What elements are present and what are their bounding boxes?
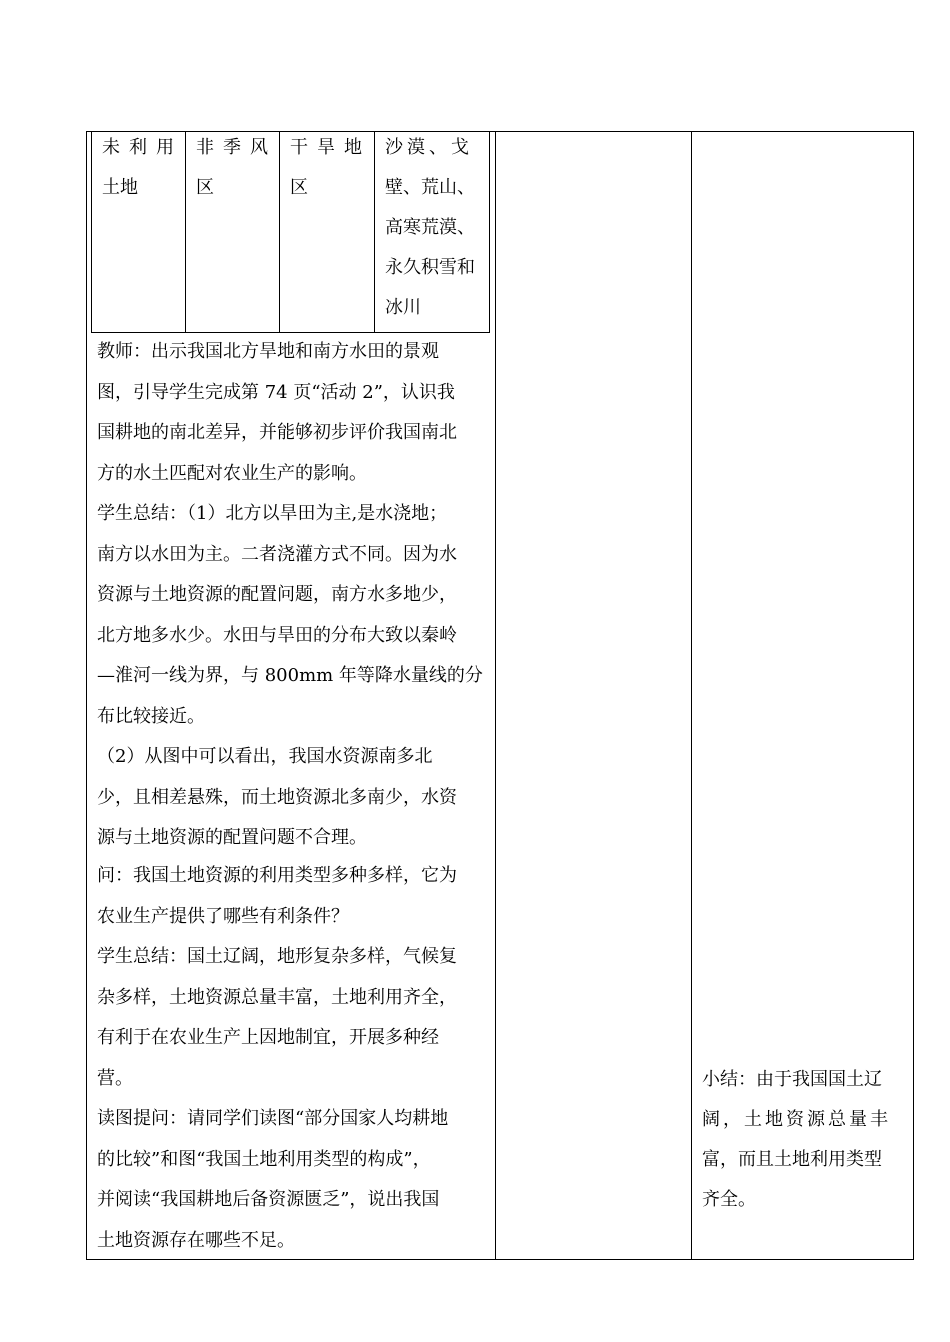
inner-cell-terrain: 沙漠、戈 壁、荒山、 高寒荒漠、 永久积雪和 冰川 xyxy=(385,137,475,318)
inner-column-divider xyxy=(374,131,375,332)
inner-cell-climate: 干旱地 区 xyxy=(290,137,371,198)
summary-note: 小结：由于我国国土辽 阔，土地资源总量丰 富，而且土地利用类型 齐全。 xyxy=(702,1069,891,1210)
map-reading-question-paragraph: 读图提问：请同学们读图“部分国家人均耕地 的比较”和图“我国土地利用类型的构成”， 并阅读“我国耕地后备资源匮乏”，说出我国 土地资源存在哪些不足。 xyxy=(97,1108,449,1251)
inner-column-divider xyxy=(185,131,186,332)
inner-cell-land-type: 未利用 土地 xyxy=(102,137,183,198)
student-conclusion-paragraph: 学生总结：国土辽阔，地形复杂多样，气候复 杂多样，土地资源总量丰富，土地利用齐全， 有利于在农业生产上因地制宜，开展多种经 营。 xyxy=(97,946,457,1089)
inner-column-divider xyxy=(279,131,280,332)
teacher-paragraph: 教师：出示我国北方旱地和南方水田的景观 图，引导学生完成第 74 页“活动 2”，认识我 国耕地的南北差异，并能够初步评价我国南北 方的水土匹配对农业生产的影响。 xyxy=(97,341,457,484)
student-summary-paragraph: 学生总结：（1）北方以旱田为主,是水浇地； 南方以水田为主。二者浇灌方式不同。因为水 资源与土地资源的配置问题，南方水多地少， 北方地多水少。水田与旱田的分布大致以秦岭 —淮河一线为界，与 800mm 年等降水量线的分 布比较接近。 xyxy=(97,503,483,727)
inner-cell-region: 非季风 区 xyxy=(196,137,277,198)
question-paragraph: 问：我国土地资源的利用类型多种多样，它为 农业生产提供了哪些有利条件？ xyxy=(97,865,457,927)
observation-paragraph: （2）从图中可以看出，我国水资源南多北 少，且相差悬殊，而土地资源北多南少，水资 源与土地资源的配置问题不合理。 xyxy=(97,746,457,849)
column-divider xyxy=(495,131,496,1260)
column-divider xyxy=(691,131,692,1260)
